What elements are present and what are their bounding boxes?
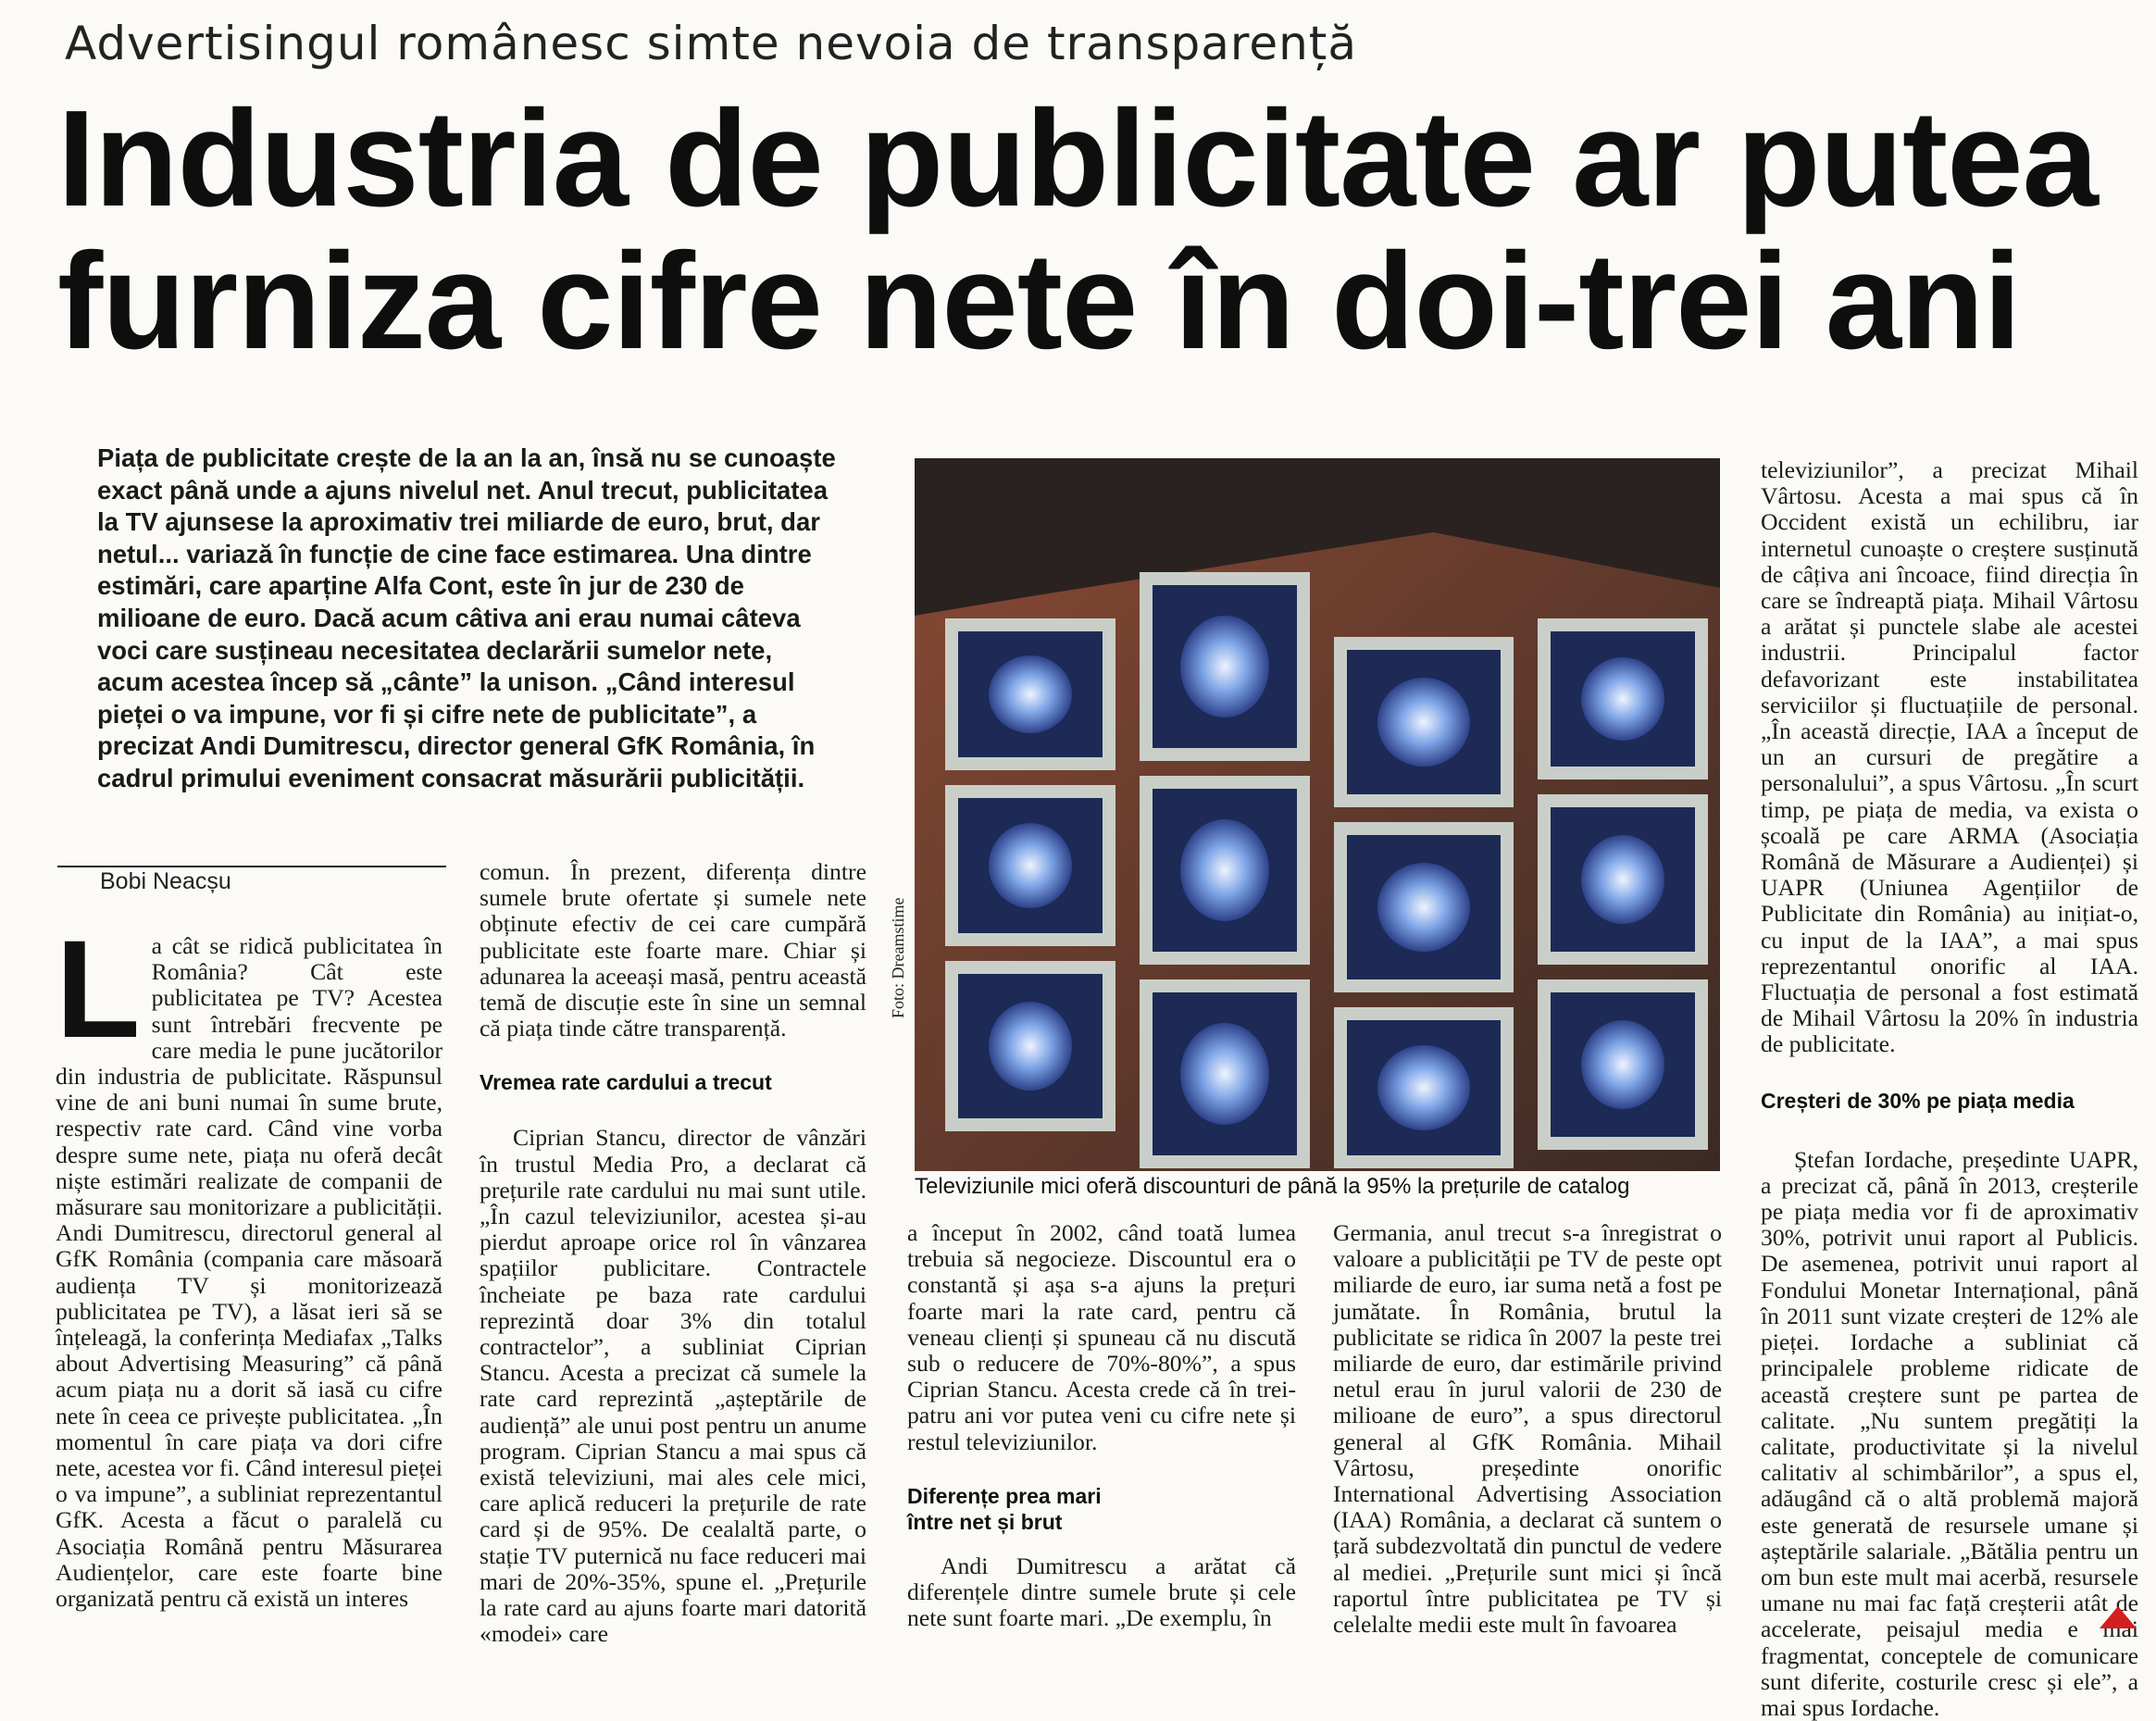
column-5-text-a: televiziunilor”, a precizat Mihail Vârtosu. Acesta a mai spus că în Occident există un echilibru, iar internetul cunoaște o creștere susținută de câțiva ani încoace, fiind direcția în care se îndreaptă piața. Mihail Vârtosu a arătat și punctele slabe ale acestei industrii. Principalul factor defavorizant este instabilitatea serviciilor și fluctuațiile de personal. „În această direcție, IAA a început de un an cursuri de pregătire a personalului”, a spus Vârtosu. „În scurt timp, pe piața de media, va exista o școală pe care ARMA (Asociația Română de Măsurare a Audienței) și UAPR (Uniunea Agențiilor de Publicitate din România) au inițiat-o, cu input de la IAA”, a mai spus reprezentantul onorific al IAA. Fluctuația de personal a fost estimată de Mihail Vârtosu la 20% în industria de publicitate. <box>1761 456 2138 1058</box>
continue-arrow-icon <box>2100 1606 2137 1628</box>
column-4-text: Germania, anul trecut s-a înregistrat o valoare a publicității pe TV de peste opt miliarde de euro, iar suma netă a fost pe jumătate. În România, brutul la publicitate se ridica în 2007 la peste trei miliarde de euro, dar estimările privind netul erau în jurul valorii de 230 de milioane de euro”, a spus directorul general al GfK România. Mihail Vârtosu, președinte onorific International Advertising Association (IAA) România, a declarat că suntem o țară subdezvoltată din punctul de vedere al mediei. „Prețurile sunt mici și încă raportul între publicitatea pe TV și celelalte medii este mult în favoarea <box>1333 1219 1722 1639</box>
photo-tv-wall <box>915 458 1720 1171</box>
column-3-text-b: Andi Dumitrescu a arătat că diferențele dintre sumele brute și cele nete sunt foarte mari. „De exemplu, în <box>907 1552 1296 1632</box>
lead-paragraph: Piața de publicitate crește de la an la an, însă nu se cunoaște exact până unde a ajuns nivelul net. Anul trecut, publicitatea la TV ajunsese la aproximativ trei miliarde de euro, brut, dar netul... variază în funcție de cine face estimarea. Una dintre estimări, care aparține Alfa Cont, este în jur de 230 de milioane de euro. Dacă acum câtiva ani erau numai câteva voci care susțineau necesitatea declarării sumelor nete, acum acestea încep să „cânte” la unison. „Când interesul pieței o va impune, vor fi și cifre nete de publicitate”, a precizat Andi Dumitrescu, director general GfK România, în cadrul primului eveniment consacrat măsurării publicității. <box>97 443 836 792</box>
article-column-3 <box>907 1220 1296 1631</box>
photo-credit: Foto: Dreamstime <box>889 897 907 1018</box>
photo-caption: Televiziunile mici oferă discounturi de până la 95% la prețurile de catalog <box>915 1174 1630 1199</box>
byline-rule <box>57 866 446 867</box>
headline-line-2: furniza cifre nete în doi-trei ani <box>57 225 2021 378</box>
column-2-text-b: Ciprian Stancu, director de vânzări în trustul Media Pro, a declarat că prețurile rate cardului nu mai sunt utile. „În cazul televiziunilor, acestea și-au pierdut aproape orice rol în vânzarea spațiilor publicitare. Contractele încheiate pe baza rate cardului reprezintă doar 3% din totalul contractelor”, a subliniat Ciprian Stancu. Acesta a precizat că sumele la rate card reprezintă „așteptările de audiență” ale unui post pentru un anume program. Ciprian Stancu a mai spus că există televiziuni, mai ales cele mici, care aplică reduceri la prețurile de rate card și de 95%. De cealaltă parte, o stație TV puternică nu face reduceri mai mari de 20%-35%, spune el. „Prețurile la rate card au ajuns foarte mari datorită «modei» care <box>480 1124 866 1648</box>
byline: Bobi Neacșu <box>100 868 231 894</box>
subheading-rate-card: Vremea rate cardului a trecut <box>480 1070 772 1095</box>
kicker: Advertisingul românesc simte nevoia de transparență <box>65 17 1358 70</box>
subheading-net-vs-gross: Diferențe prea mari între net și brut <box>907 1483 1102 1534</box>
headline-line-1: Industria de publicitate ar putea <box>57 82 2098 235</box>
article-column-2 <box>480 859 866 1647</box>
tv-wall-image <box>915 458 1720 1171</box>
headline <box>57 82 2112 378</box>
column-5-text-b: Ștefan Iordache, președinte UAPR, a precizat că, până în 2013, creșterile pe piața media vor fi de aproximativ 30%, potrivit unui raport al Publicis. De asemenea, potrivit unui raport al Fondului Monetar Internațional, până în 2011 sunt vizate creșteri de 12% ale pieței. Iordache a subliniat că principalele probleme ridicate de această creștere sunt pe partea de calitate. „Nu suntem pregătiți la calitate, productivitate și la nivelul calitativ al schimbărilor”, a spus el, adăugând că o altă problemă majoră este generată de resursele umane și așteptările salariale. „Bătălia pentru un om bun este mult mai acerbă, resursele umane nu mai fac față creșterii atât de accelerate, peisajul media e mai fragmentat, conceptele de comunicare sunt diferite, costurile cresc și ele”, a mai spus Iordache. <box>1761 1145 2138 1721</box>
column-3-text-a: a început în 2002, când toată lumea trebuia să negocieze. Discountul era o constantă și așa s-a ajuns la prețuri foarte mari la rate card, pentru că veneau clienți și spuneau că nu discută sub o reducere de 70%-80%”, a spus Ciprian Stancu. Acesta crede că în trei-patru ani vor putea veni cu cifre nete și restul televiziunilor. <box>907 1219 1296 1455</box>
drop-cap: L <box>56 911 141 1066</box>
article-column-5 <box>1761 457 2138 1721</box>
column-1-text: a cât se ridică publicitatea în România? Cât este publicitatea pe TV? Acestea sunt întrebări frecvente pe care media le pune jucătorilor din industria de publicitate. Răspunsul vine de ani buni numai în sume brute, respectiv rate card. Când vine vorba despre sume nete, piața nu oferă decât niște estimări realizate de companii de măsurare sau monitorizare a publicității. Andi Dumitrescu, directorul general al GfK România (compania care măsoară audiența TV și monitorizează publicitatea pe TV), a lăsat ieri să se înțeleagă, la conferința Mediafax „Talks about Advertising Measuring” că până acum piața nu a dorit să iasă cu cifre nete în ceea ce privește publicitatea. „În momentul în care piața va dori cifre nete, acestea vor fi. Când interesul pieței o va impune”, a subliniat reprezentantul GfK. Acesta a făcut o paralelă cu Asociația Română pentru Măsurarea Audiențelor, care este foarte bine organizată pentru că există un interes <box>56 932 442 1613</box>
article-column-1 <box>56 911 442 1613</box>
column-2-text-a: comun. În prezent, diferența dintre sumele brute ofertate și sumele nete obținute efectiv de cei care cumpără publicitate este foarte mare. Chiar și adunarea la aceeași masă, pentru această temă de discuție este în sine un semnal că piața tinde către transparență. <box>480 858 866 1042</box>
article-column-4 <box>1333 1220 1722 1638</box>
subheading-growth: Creșteri de 30% pe piața media <box>1761 1088 2075 1113</box>
